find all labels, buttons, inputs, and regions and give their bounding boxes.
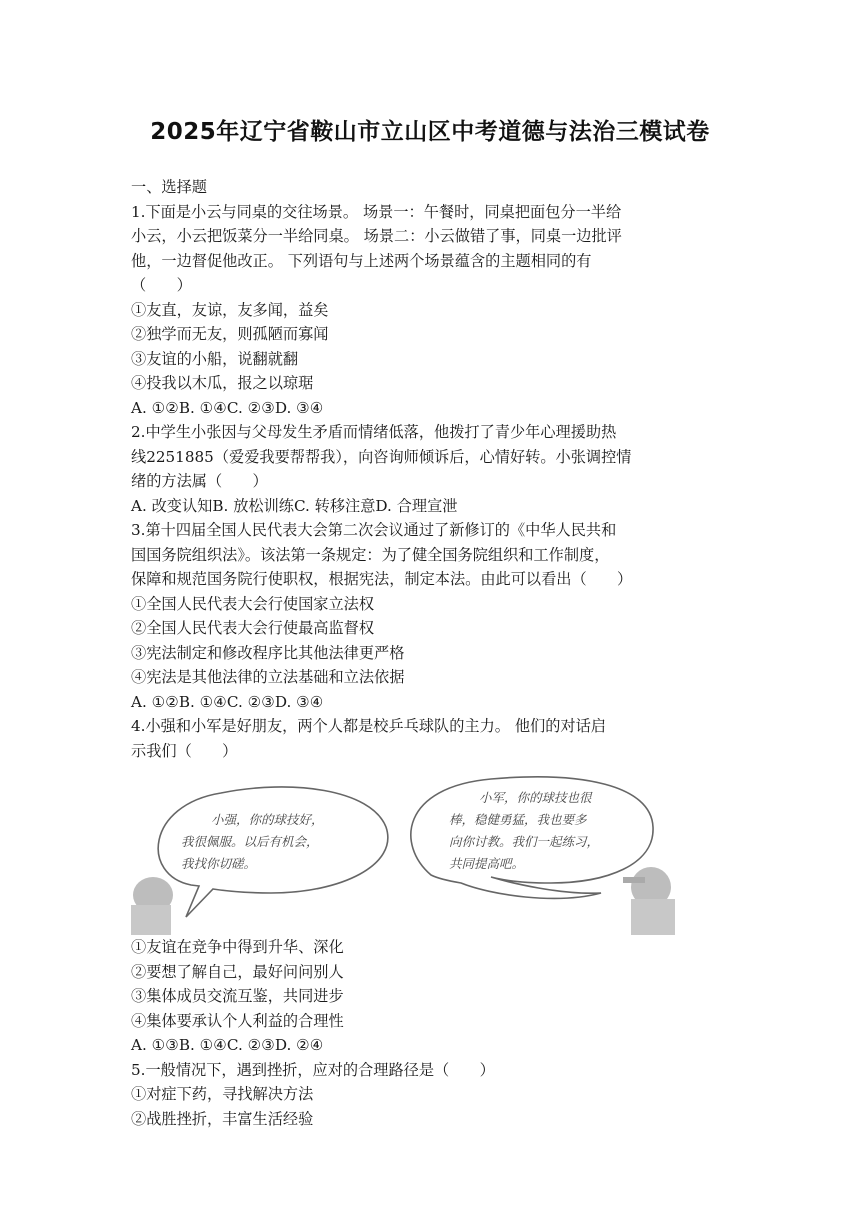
bubble-line: 我很佩服。以后有机会， xyxy=(181,834,319,849)
answer-choices: A. ①②B. ①④C. ②③D. ③④ xyxy=(131,692,324,711)
statement-option: ④投我以木瓜，报之以琼琚 xyxy=(131,374,314,392)
statement-option: ②战胜挫折，丰富生活经验 xyxy=(131,1109,314,1128)
statement-option: ④宪法是其他法律的立法基础和立法依据 xyxy=(131,668,405,686)
section-heading: 一、选择题 xyxy=(131,178,207,196)
statement-option: ①对症下药，寻找解决方法 xyxy=(131,1085,314,1103)
statement-option: ①友直，友谅，友多闻，益矣 xyxy=(131,300,329,319)
question-text-line: 2.中学生小张因与父母发生矛盾而情绪低落，他拨打了青少年心理援助热 xyxy=(131,423,617,441)
statement-option: ①友谊在竞争中得到升华、深化 xyxy=(131,938,344,956)
page-title: 2025年辽宁省鞍山市立山区中考道德与法治三模试卷 xyxy=(150,119,710,145)
exam-body xyxy=(131,175,741,1131)
person-right-icon xyxy=(623,867,675,935)
statement-option: ②要想了解自己，最好问问别人 xyxy=(131,962,344,981)
speech-bubble-right-text xyxy=(449,787,599,875)
statement-option: ④集体要承认个人利益的合理性 xyxy=(131,1011,344,1030)
answer-choices: A. ①③B. ①④C. ②③D. ②④ xyxy=(131,1036,324,1054)
question-text-line: 绪的方法属（ ） xyxy=(131,472,268,490)
bubble-line: 向你讨教。我们一起练习， xyxy=(449,834,600,849)
answer-choices: A. ①②B. ①④C. ②③D. ③④ xyxy=(131,398,324,417)
question-text-line: 保障和规范国务院行使职权，根据宪法，制定本法。由此可以看出（ ） xyxy=(131,570,633,588)
statement-option: ②全国人民代表大会行使最高监督权 xyxy=(131,619,374,637)
statement-option: ①全国人民代表大会行使国家立法权 xyxy=(131,594,374,613)
question-4 xyxy=(131,714,741,1058)
question-text-line: 他，一边督促他改正。 下列语句与上述两个场景蕴含的主题相同的有 xyxy=(131,251,592,270)
question-3 xyxy=(131,518,741,714)
question-text-line: 国国务院组织法》。该法第一条规定：为了健全国务院组织和工作制度， xyxy=(131,545,610,564)
statement-option: ②独学而无友，则孤陋而寡闻 xyxy=(131,325,329,343)
bubble-line: 共同提高吧。 xyxy=(449,856,525,871)
bubble-line: 我找你切磋。 xyxy=(181,856,257,871)
person-left-icon xyxy=(131,877,173,935)
question-text-line: （ ） xyxy=(131,276,192,294)
question-text-line: 4.小强和小军是好朋友，两个人都是校乒乓球队的主力。 他们的对话启 xyxy=(131,717,606,735)
question-1 xyxy=(131,200,741,421)
question-text-line: 5.一般情况下，遇到挫折，应对的合理路径是（ ） xyxy=(131,1060,495,1079)
question-text-line: 3.第十四届全国人民代表大会第二次会议通过了新修订的《中华人民共和 xyxy=(131,521,617,539)
question-2 xyxy=(131,420,741,518)
bubble-line: 棒，稳健勇猛，我也要多 xyxy=(449,812,587,827)
bubble-line: 小军，你的球技也很 xyxy=(479,790,592,805)
statement-option: ③友谊的小船，说翻就翻 xyxy=(131,349,299,368)
question-text-line: 示我们（ ） xyxy=(131,741,238,760)
statement-option: ③宪法制定和修改程序比其他法律更严格 xyxy=(131,643,405,662)
bubble-line: 小强，你的球技好， xyxy=(211,812,324,827)
question-text-line: 线2251885（爱爱我要帮帮我），向咨询师倾诉后，心情好转。小张调控情 xyxy=(131,447,632,466)
question-text-line: 小云，小云把饭菜分一半给同桌。 场景二：小云做错了事，同桌一边批评 xyxy=(131,227,622,245)
answer-choices: A. 改变认知B. 放松训练C. 转移注意D. 合理宣泄 xyxy=(131,496,458,515)
question-5 xyxy=(131,1058,741,1132)
speech-bubble-left-text xyxy=(181,809,324,875)
statement-option: ③集体成员交流互鉴，共同进步 xyxy=(131,987,344,1005)
dialogue-illustration xyxy=(131,765,691,935)
question-text-line: 1.下面是小云与同桌的交往场景。 场景一：午餐时，同桌把面包分一半给 xyxy=(131,202,622,221)
